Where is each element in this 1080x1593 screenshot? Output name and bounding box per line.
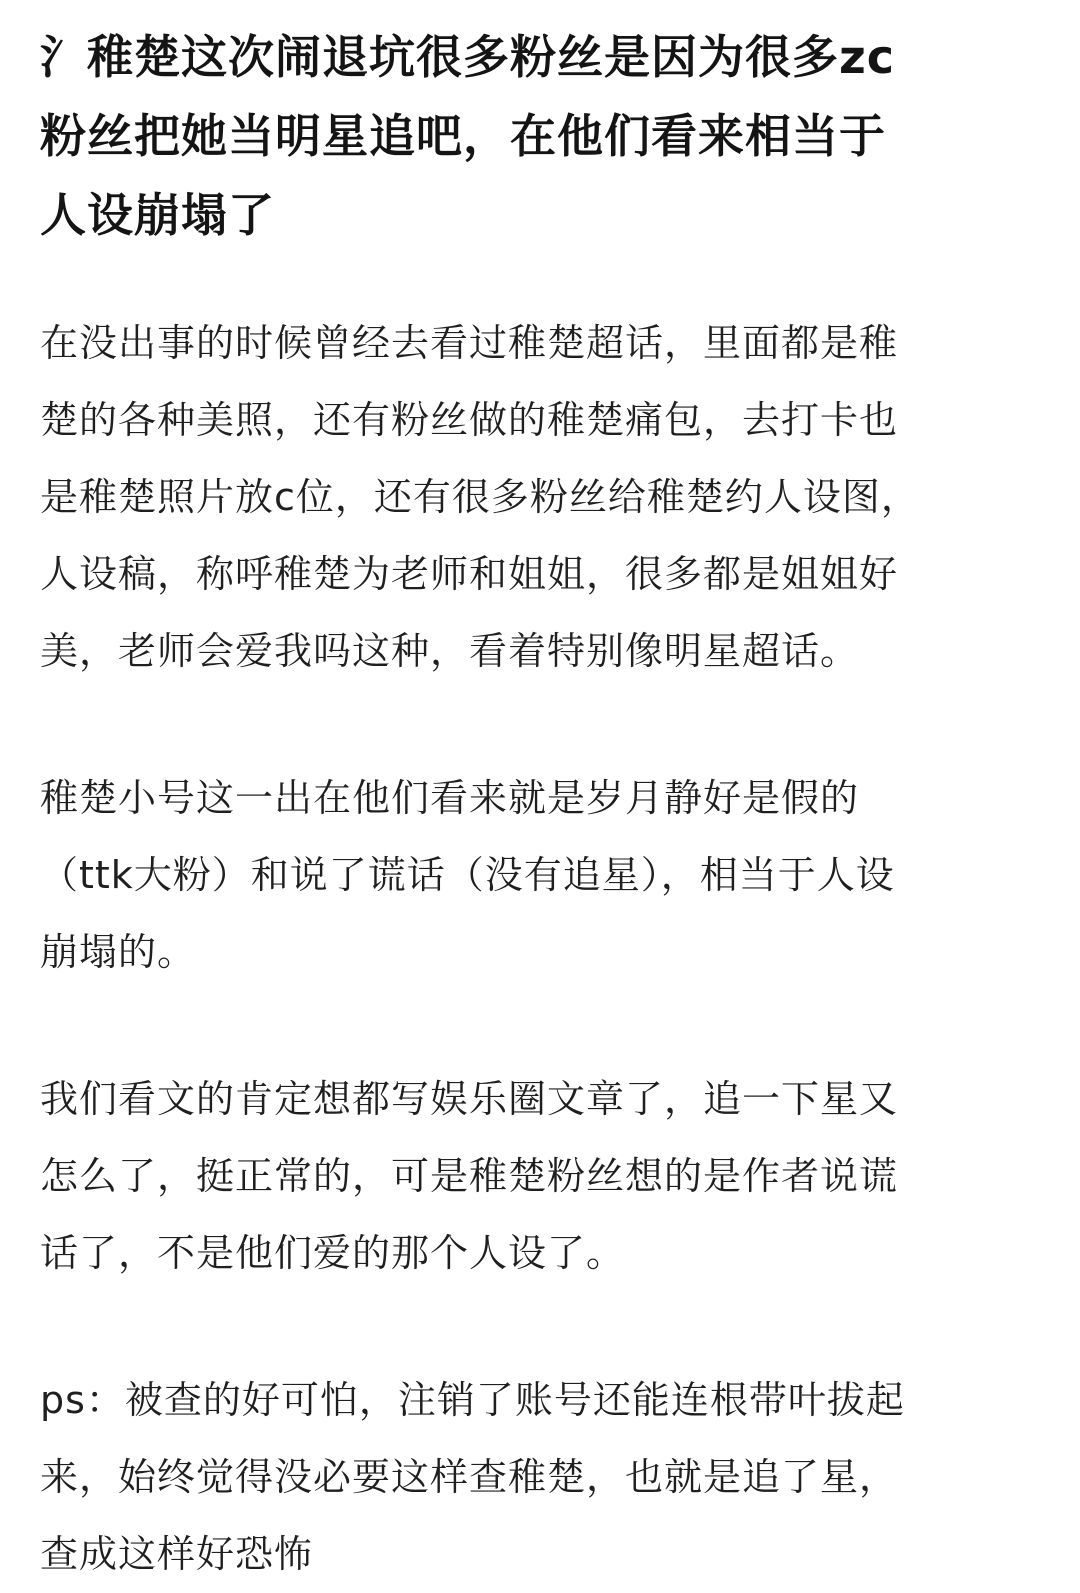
body-paragraph — [40, 305, 1010, 690]
title-line: 粉丝把她当明星追吧，在他们看来相当于 — [40, 109, 886, 163]
paragraph-line: 崩塌的。 — [40, 930, 197, 974]
paragraph-line: 来，始终觉得没必要这样查稚楚，也就是追了星， — [40, 1455, 899, 1499]
paragraph-line: 是稚楚照片放c位，还有很多粉丝给稚楚约人设图， — [40, 475, 920, 519]
postscript-paragraph — [40, 1362, 1010, 1593]
paragraph-line: 我们看文的肯定想都写娱乐圈文章了，追一下星又 — [40, 1077, 899, 1121]
paragraph-line: 在没出事的时候曾经去看过稚楚超话，里面都是稚 — [40, 321, 899, 365]
paragraph-line: 美，老师会爱我吗这种，看着特别像明星超话。 — [40, 629, 860, 673]
body-paragraph — [40, 760, 1010, 991]
post-title — [40, 18, 1010, 255]
paragraph-line: （ttk大粉）和说了谎话（没有追星），相当于人设 — [40, 853, 895, 897]
paragraph-line: ps：被查的好可怕，注销了账号还能连根带叶拔起 — [40, 1378, 905, 1422]
body-paragraph — [40, 1061, 1010, 1292]
paragraph-line: 查成这样好恐怖 — [40, 1532, 314, 1576]
paragraph-line: 人设稿，称呼稚楚为老师和姐姐，很多都是姐姐好 — [40, 552, 899, 596]
title-line: 人设崩塌了 — [40, 188, 275, 242]
paragraph-line: 稚楚小号这一出在他们看来就是岁月静好是假的 — [40, 776, 860, 820]
paragraph-line: 话了，不是他们爱的那个人设了。 — [40, 1231, 626, 1275]
title-line: 氵稚楚这次闹退坑很多粉丝是因为很多zc — [40, 30, 896, 84]
paragraph-line: 怎么了，挺正常的，可是稚楚粉丝想的是作者说谎 — [40, 1154, 899, 1198]
paragraph-line: 楚的各种美照，还有粉丝做的稚楚痛包，去打卡也 — [40, 398, 899, 442]
